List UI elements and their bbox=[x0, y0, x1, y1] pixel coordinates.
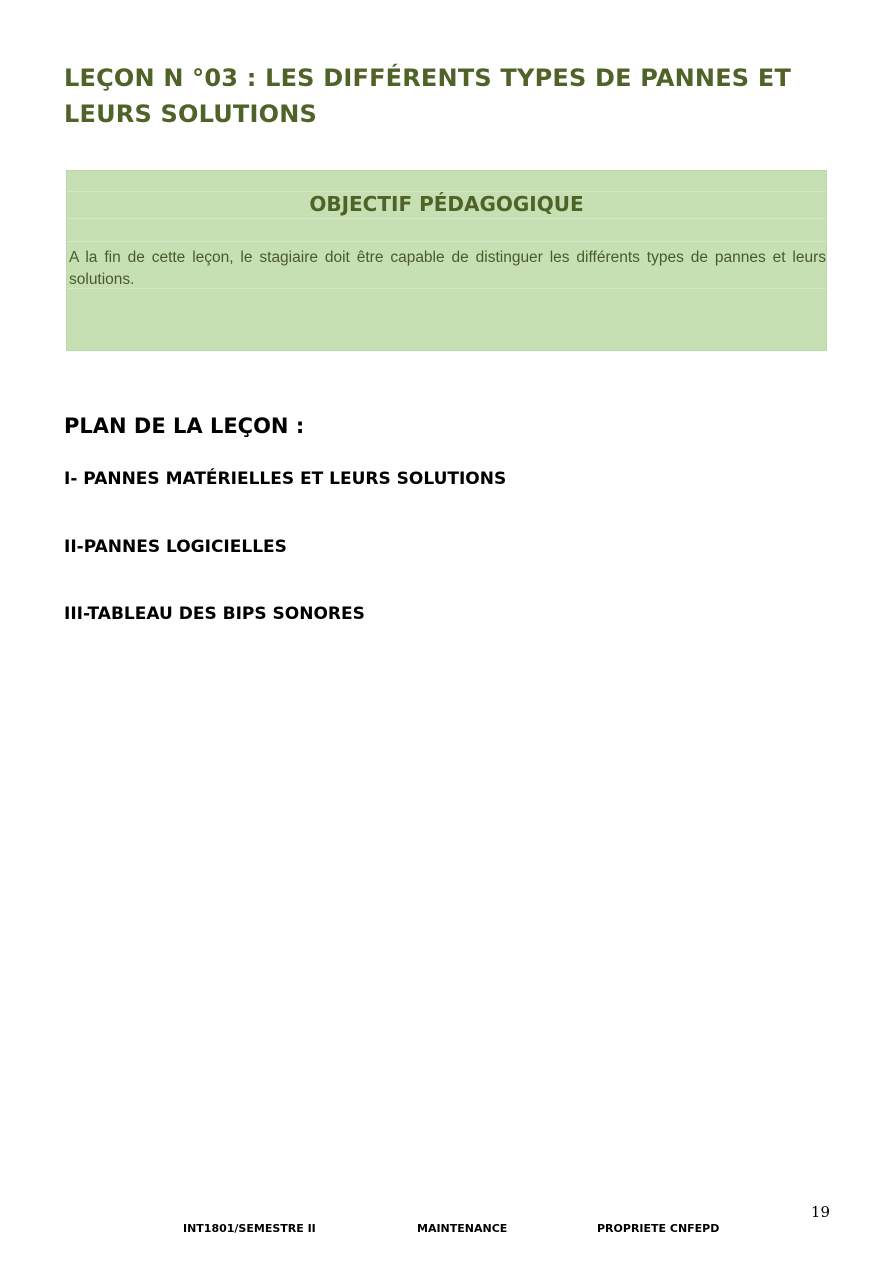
page-number: 19 bbox=[810, 1203, 830, 1221]
footer-course-code: INT1801/SEMESTRE II bbox=[183, 1222, 316, 1235]
footer-owner: PROPRIETE CNFEPD bbox=[597, 1222, 720, 1235]
plan-title: PLAN DE LA LEÇON : bbox=[64, 414, 305, 438]
box-rule bbox=[67, 241, 826, 242]
plan-item-hardware: I- PANNES MATÉRIELLES ET LEURS SOLUTIONS bbox=[64, 469, 507, 489]
plan-item-software: II-PANNES LOGICIELLES bbox=[64, 537, 287, 557]
objective-text: A la fin de cette leçon, le stagiaire doit être capable de distinguer les différents types de pannes et leurs solutions. bbox=[69, 249, 826, 288]
plan-item-beep-table: III-TABLEAU DES BIPS SONORES bbox=[64, 604, 365, 624]
objective-box bbox=[66, 170, 827, 351]
box-rule bbox=[67, 218, 826, 219]
page-title: LEÇON N °03 : LES DIFFÉRENTS TYPES DE PANNES ET LEURS SOLUTIONS bbox=[64, 64, 792, 128]
footer-subject: MAINTENANCE bbox=[417, 1222, 508, 1235]
objective-heading: OBJECTIF PÉDAGOGIQUE bbox=[309, 192, 584, 216]
